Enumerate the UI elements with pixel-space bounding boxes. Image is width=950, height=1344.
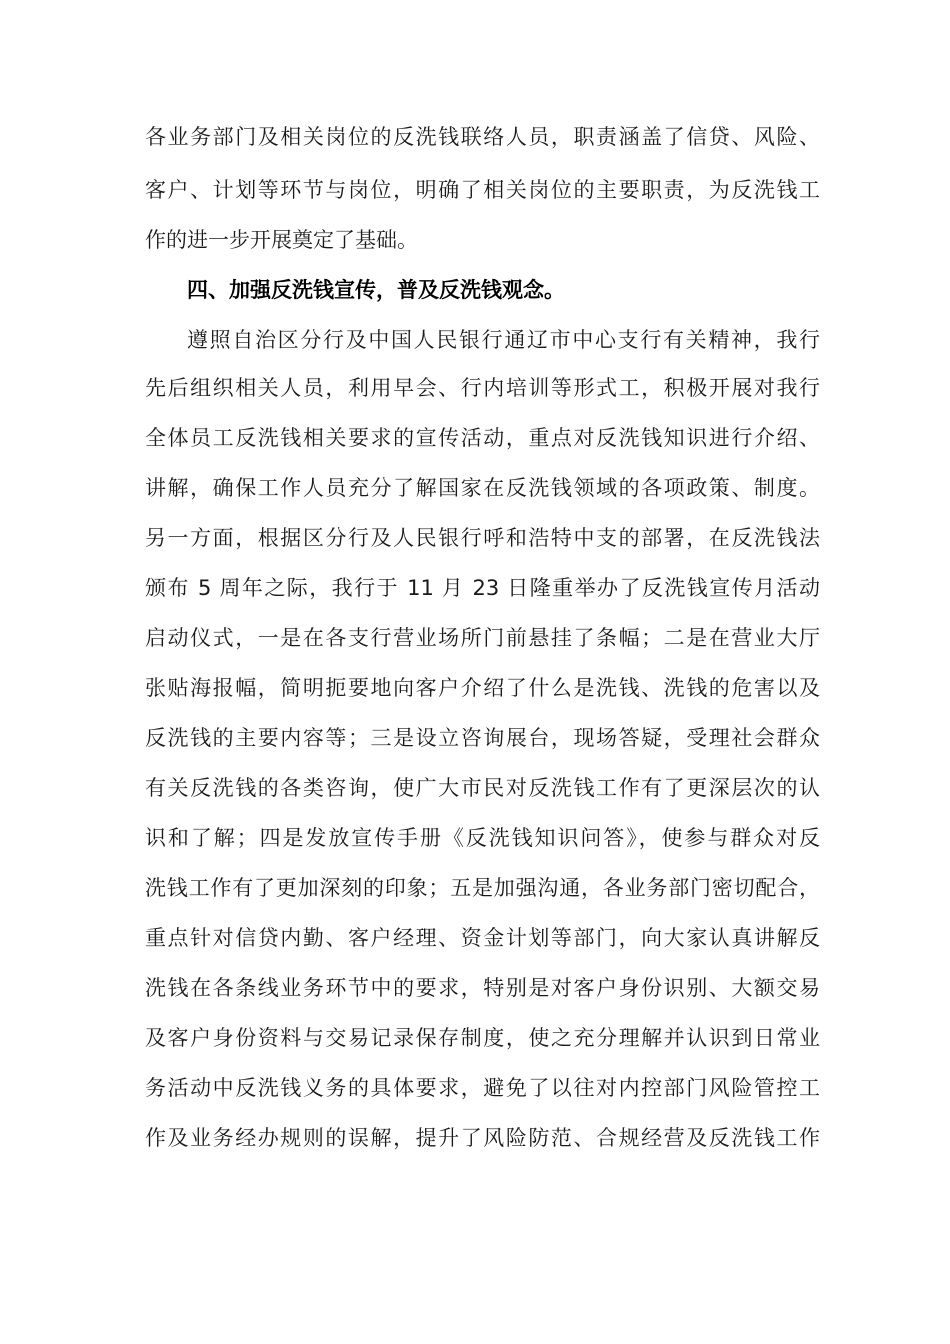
paragraph-2-line-14: 洗钱在各条线业务环节中的要求，特别是对客户身份识别、大额交易 [145, 976, 820, 1000]
paragraph-2-line-6: 颁布 5 周年之际，我行于 11 月 23 日隆重举办了反洗钱宣传月活动 [145, 576, 820, 600]
paragraph-2-line-7: 启动仪式，一是在各支行营业场所门前悬挂了条幅；二是在营业大厅 [145, 626, 820, 650]
paragraph-2-line-17: 作及业务经办规则的误解，提升了风险防范、合规经营及反洗钱工作 [145, 1126, 820, 1150]
paragraph-2-line-3: 全体员工反洗钱相关要求的宣传活动，重点对反洗钱知识进行介绍、 [145, 426, 820, 450]
paragraph-2-line-1: 遵照自治区分行及中国人民银行通辽市中心支行有关精神，我行 [187, 328, 820, 352]
paragraph-2-line-10: 有关反洗钱的各类咨询，使广大市民对反洗钱工作有了更深层次的认 [145, 776, 820, 800]
paragraph-2-line-13: 重点针对信贷内勤、客户经理、资金计划等部门，向大家认真讲解反 [145, 926, 820, 950]
paragraph-1-line-2: 客户、计划等环节与岗位，明确了相关岗位的主要职责，为反洗钱工 [145, 178, 820, 202]
paragraph-2-line-5: 另一方面，根据区分行及人民银行呼和浩特中支的部署，在反洗钱法 [145, 526, 820, 550]
paragraph-2-line-15: 及客户身份资料与交易记录保存制度，使之充分理解并认识到日常业 [145, 1026, 820, 1050]
paragraph-2-line-16: 务活动中反洗钱义务的具体要求，避免了以往对内控部门风险管控工 [145, 1076, 820, 1100]
paragraph-2-line-4: 讲解，确保工作人员充分了解国家在反洗钱领域的各项政策、制度。 [145, 476, 820, 500]
paragraph-2-line-8: 张贴海报幅，简明扼要地向客户介绍了什么是洗钱、洗钱的危害以及 [145, 676, 820, 700]
paragraph-2-line-9: 反洗钱的主要内容等；三是设立咨询展台，现场答疑，受理社会群众 [145, 726, 820, 750]
section-heading: 四、加强反洗钱宣传，普及反洗钱观念。 [187, 278, 565, 302]
paragraph-2-line-11: 识和了解；四是发放宣传手册《反洗钱知识问答》，使参与群众对反 [145, 826, 820, 850]
paragraph-2-line-12: 洗钱工作有了更加深刻的印象；五是加强沟通，各业务部门密切配合， [145, 876, 820, 900]
paragraph-2-line-2: 先后组织相关人员，利用早会、行内培训等形式工，积极开展对我行 [145, 376, 820, 400]
paragraph-1-line-3: 作的进一步开展奠定了基础。 [145, 228, 418, 252]
paragraph-1-line-1: 各业务部门及相关岗位的反洗钱联络人员，职责涵盖了信贷、风险、 [145, 125, 820, 149]
